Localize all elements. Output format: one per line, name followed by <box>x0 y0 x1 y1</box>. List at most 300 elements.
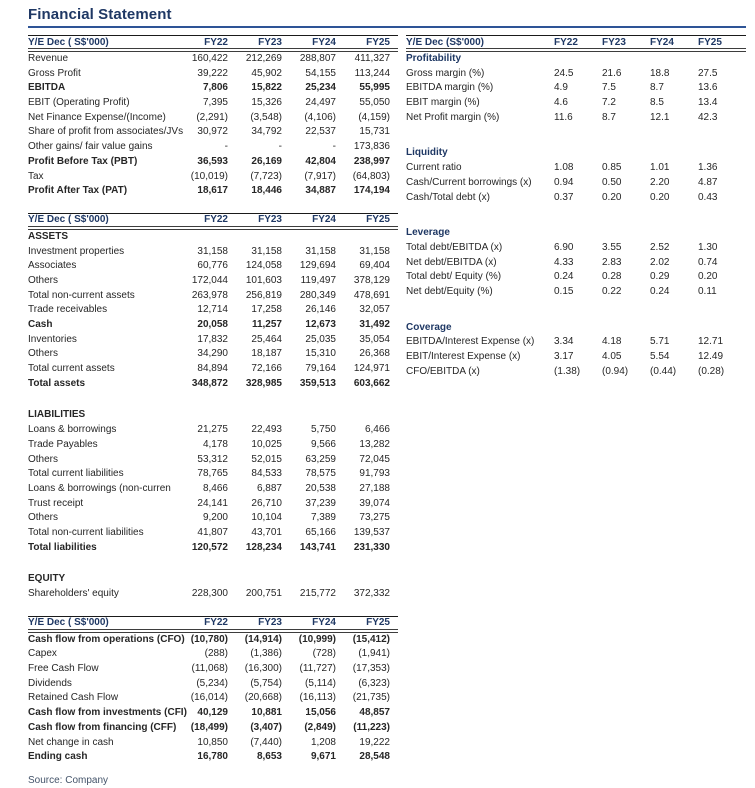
header-label: Y/E Dec (S$'000) <box>406 36 484 48</box>
spacer-row <box>406 205 746 226</box>
row-label: Gross Profit <box>28 67 81 79</box>
row-value: 139,537 <box>353 526 390 538</box>
row-value: 45,902 <box>251 67 282 79</box>
row-label: Others <box>28 453 59 465</box>
cash-flow-table <box>28 616 398 765</box>
row-value: 72,166 <box>251 363 282 375</box>
row-value: 20,058 <box>197 319 228 330</box>
row-value: 16,780 <box>197 751 228 763</box>
row-value: 1.36 <box>698 162 718 174</box>
table-row <box>28 81 398 96</box>
row-value: 54,155 <box>305 67 336 79</box>
table-row <box>28 662 398 677</box>
row-value: 63,259 <box>305 453 336 465</box>
row-value: 280,349 <box>299 289 336 301</box>
row-value: (11,223) <box>353 721 390 733</box>
row-value: 328,985 <box>245 377 282 389</box>
row-label: CFO/EBITDA (x) <box>406 365 480 377</box>
header-fy24: FY24 <box>312 36 336 48</box>
row-label: EBIT margin (%) <box>406 97 480 109</box>
row-value: 40,129 <box>197 707 228 719</box>
row-value: 129,694 <box>299 260 336 272</box>
row-value: 42,804 <box>305 155 336 167</box>
row-value: 5.71 <box>650 336 670 348</box>
row-value: 8,653 <box>256 751 282 763</box>
row-label: Total non-current assets <box>28 289 135 301</box>
row-value: 15,056 <box>305 707 336 719</box>
row-value: (4,106) <box>304 111 336 123</box>
row-value: 91,793 <box>359 468 390 480</box>
row-value: 0.50 <box>602 176 622 188</box>
row-label: Others <box>28 348 59 360</box>
row-value: 79,164 <box>305 363 336 375</box>
table-row <box>28 170 398 185</box>
table-row <box>406 226 746 241</box>
row-value: 39,074 <box>359 497 390 509</box>
table-row <box>28 184 398 199</box>
table-row <box>28 423 398 438</box>
row-value: (7,917) <box>304 170 336 182</box>
row-value: 24.5 <box>554 67 574 79</box>
header-fy23: FY23 <box>258 214 282 226</box>
table-row <box>28 526 398 541</box>
row-value: 78,575 <box>305 468 336 480</box>
row-value: 173,836 <box>353 141 390 153</box>
row-value: 8.7 <box>602 111 616 123</box>
row-value: 4,178 <box>202 438 228 450</box>
row-value: 25,035 <box>305 333 336 345</box>
row-label: EQUITY <box>28 573 66 585</box>
row-value: 120,572 <box>191 541 228 553</box>
row-value: 0.24 <box>554 271 574 283</box>
row-value: 2.83 <box>602 256 622 268</box>
row-label: Investment properties <box>28 245 125 257</box>
row-value: 174,194 <box>353 185 390 197</box>
table-row <box>28 318 398 333</box>
row-value: 1.08 <box>554 162 574 174</box>
row-value: 24,141 <box>197 497 228 509</box>
table-row <box>28 67 398 82</box>
row-value: 7.2 <box>602 97 616 109</box>
row-label: Revenue <box>28 53 69 64</box>
row-label: Total current assets <box>28 363 115 375</box>
row-value: 13.6 <box>698 82 718 94</box>
row-value: 28,548 <box>359 751 390 763</box>
cash-flow-header-row <box>28 616 398 633</box>
header-fy22: FY22 <box>204 214 228 226</box>
table-row <box>28 572 398 587</box>
row-value: 21.6 <box>602 67 622 79</box>
table-row <box>28 587 398 602</box>
spacer-row <box>28 555 398 572</box>
row-value: 6.90 <box>554 241 574 253</box>
row-value: 30,972 <box>197 126 228 138</box>
row-label: Cash <box>28 319 53 330</box>
row-label: Trust receipt <box>28 497 84 509</box>
row-value: 172,044 <box>191 274 228 286</box>
row-value: 478,691 <box>353 289 390 301</box>
table-row <box>28 303 398 318</box>
row-value: 119,497 <box>300 274 336 286</box>
row-value: 27,188 <box>359 482 390 494</box>
row-value: 359,513 <box>299 377 336 389</box>
table-row <box>28 347 398 362</box>
row-label: Trade Payables <box>28 438 98 450</box>
table-row <box>28 511 398 526</box>
row-label: Leverage <box>406 227 450 239</box>
row-label: Cash/Current borrowings (x) <box>406 176 532 188</box>
table-row <box>406 365 746 380</box>
table-row <box>406 52 746 67</box>
row-value: 4.33 <box>554 256 574 268</box>
row-value: (16,300) <box>244 663 282 675</box>
row-label: Net Profit margin (%) <box>406 111 500 123</box>
row-value: 37,239 <box>305 497 336 509</box>
row-label: Other gains/ fair value gains <box>28 141 153 153</box>
row-label: Net debt/Equity (%) <box>406 285 493 297</box>
table-row <box>28 362 398 377</box>
row-value: - <box>332 141 336 153</box>
table-row <box>28 111 398 126</box>
row-value: 372,332 <box>353 588 390 599</box>
table-row <box>28 408 398 423</box>
row-value: 8,466 <box>202 482 228 494</box>
row-label: Liquidity <box>406 147 448 159</box>
table-row <box>406 81 746 96</box>
row-value: 6,887 <box>256 482 282 494</box>
row-value: 603,662 <box>353 377 390 389</box>
cash-flow-body <box>28 633 398 765</box>
row-value: 9,566 <box>310 438 336 450</box>
row-value: (2,291) <box>196 111 228 123</box>
row-value: 160,422 <box>191 53 228 64</box>
row-value: 9,671 <box>310 751 336 763</box>
income-statement-header-row <box>28 35 398 52</box>
row-value: 84,533 <box>251 468 282 480</box>
table-row <box>28 721 398 736</box>
row-value: 27.5 <box>698 67 718 79</box>
header-label: Y/E Dec ( S$'000) <box>28 617 109 629</box>
table-row <box>406 335 746 350</box>
row-value: 41,807 <box>197 526 228 538</box>
source-note: Source: Company <box>28 774 109 786</box>
row-value: 78,765 <box>197 468 228 480</box>
row-value: (288) <box>204 648 228 660</box>
row-value: 113,244 <box>354 67 390 79</box>
row-value: (14,914) <box>244 633 282 645</box>
row-value: 263,978 <box>191 289 228 301</box>
header-fy24: FY24 <box>312 617 336 629</box>
table-row <box>406 161 746 176</box>
header-fy22: FY22 <box>554 36 578 48</box>
row-value: 4.6 <box>554 97 568 109</box>
table-row <box>28 245 398 260</box>
table-row <box>406 321 746 336</box>
row-value: 0.85 <box>602 162 622 174</box>
row-value: (10,019) <box>190 170 228 182</box>
row-label: Total assets <box>28 377 86 389</box>
table-row <box>406 256 746 271</box>
row-value: 32,057 <box>359 304 390 316</box>
row-label: Cash flow from operations (CFO) <box>28 633 185 645</box>
row-value: 34,792 <box>251 126 282 138</box>
row-value: 12.49 <box>698 351 724 362</box>
row-value: 0.15 <box>554 285 574 297</box>
row-value: 7,806 <box>202 82 228 94</box>
row-value: 15,310 <box>305 348 336 360</box>
row-value: (17,353) <box>352 663 390 675</box>
header-fy23: FY23 <box>602 36 626 48</box>
row-value: (2,849) <box>304 721 336 733</box>
row-label: Gross margin (%) <box>406 67 485 79</box>
row-value: (21,735) <box>352 692 390 704</box>
row-value: 0.11 <box>698 285 717 297</box>
row-value: 143,741 <box>299 541 336 553</box>
row-value: (11,727) <box>299 663 336 675</box>
row-value: 238,997 <box>353 155 390 167</box>
row-label: Cash flow from investments (CFI) <box>28 707 187 719</box>
table-row <box>28 259 398 274</box>
row-value: (16,014) <box>190 692 228 704</box>
row-value: 215,772 <box>299 588 336 599</box>
ratios-body <box>406 52 746 379</box>
row-label: Dividends <box>28 677 72 689</box>
row-value: 73,275 <box>359 512 390 524</box>
row-value: 256,819 <box>245 289 282 301</box>
row-label: Cash/Total debt (x) <box>406 191 490 203</box>
table-row <box>406 270 746 285</box>
row-value: 13,282 <box>359 438 390 450</box>
row-value: 25,464 <box>251 333 282 345</box>
row-value: 0.20 <box>650 191 670 203</box>
row-value: 12,673 <box>305 319 336 330</box>
row-value: (4,159) <box>358 111 390 123</box>
row-value: - <box>224 141 228 153</box>
row-value: 17,832 <box>197 333 228 345</box>
header-fy22: FY22 <box>204 36 228 48</box>
table-row <box>406 111 746 126</box>
row-value: 10,104 <box>251 512 282 524</box>
row-value: 22,537 <box>305 126 336 138</box>
row-value: 31,158 <box>251 245 282 257</box>
row-value: 26,169 <box>251 155 282 167</box>
table-row <box>406 67 746 82</box>
row-label: Profit Before Tax (PBT) <box>28 155 138 167</box>
row-value: (1,941) <box>358 648 390 660</box>
row-value: 10,881 <box>251 707 282 719</box>
row-value: 11,257 <box>251 319 282 330</box>
ratios-table <box>406 35 746 379</box>
row-value: (1.38) <box>554 365 581 377</box>
row-value: 1.01 <box>650 162 670 174</box>
row-value: 55,995 <box>359 82 390 94</box>
row-value: 212,269 <box>245 53 282 64</box>
row-value: 2.02 <box>650 256 670 268</box>
row-value: 19,222 <box>359 736 390 748</box>
table-row <box>28 497 398 512</box>
row-value: 39,222 <box>197 67 228 79</box>
row-label: Associates <box>28 260 77 272</box>
row-label: Ending cash <box>28 751 88 763</box>
row-value: (5,234) <box>196 677 228 689</box>
header-fy22: FY22 <box>204 617 228 629</box>
row-label: Cash flow from financing (CFF) <box>28 721 177 733</box>
row-value: 31,492 <box>359 319 390 330</box>
row-value: 42.3 <box>698 111 718 123</box>
row-label: Net change in cash <box>28 736 114 748</box>
table-row <box>406 176 746 191</box>
row-value: 13.4 <box>698 97 718 109</box>
row-label: EBITDA margin (%) <box>406 82 494 94</box>
row-value: (0.94) <box>602 365 629 377</box>
row-value: (20,668) <box>244 692 282 704</box>
row-value: 55,050 <box>359 97 390 109</box>
row-value: - <box>278 141 282 153</box>
row-value: 4.9 <box>554 82 568 94</box>
row-value: 12.71 <box>698 336 724 348</box>
row-label: EBITDA <box>28 82 66 94</box>
row-value: 15,822 <box>251 82 282 94</box>
table-row <box>28 333 398 348</box>
row-value: 72,045 <box>359 453 390 465</box>
row-value: 0.22 <box>602 285 622 297</box>
row-value: (7,723) <box>250 170 282 182</box>
balance-sheet-table <box>28 213 398 602</box>
row-value: 53,312 <box>197 453 228 465</box>
row-label: Total debt/ Equity (%) <box>406 271 502 283</box>
row-label: Net Finance Expense/(Income) <box>28 111 166 123</box>
table-row <box>406 285 746 300</box>
table-row <box>28 691 398 706</box>
row-value: (3,407) <box>250 721 282 733</box>
row-value: 231,330 <box>353 541 390 553</box>
row-value: 52,015 <box>251 453 282 465</box>
row-value: 3.34 <box>554 336 574 348</box>
row-value: 288,807 <box>299 53 336 64</box>
header-label: Y/E Dec ( S$'000) <box>28 36 109 48</box>
row-value: 0.28 <box>602 271 622 283</box>
row-value: 7,395 <box>202 97 228 109</box>
table-row <box>28 633 398 648</box>
row-label: Free Cash Flow <box>28 663 99 675</box>
row-value: 18.8 <box>650 67 670 79</box>
row-value: 10,025 <box>251 438 282 450</box>
row-label: Others <box>28 512 59 524</box>
spacer-row <box>28 391 398 408</box>
row-value: (10,999) <box>298 633 336 645</box>
table-row <box>406 191 746 206</box>
row-label: Total non-current liabilities <box>28 526 144 538</box>
income-statement-body <box>28 52 398 199</box>
header-fy25: FY25 <box>366 617 390 629</box>
header-label: Y/E Dec ( S$'000) <box>28 214 109 226</box>
row-value: (3,548) <box>250 111 282 123</box>
row-value: 43,701 <box>251 526 282 538</box>
table-row <box>28 125 398 140</box>
row-label: Profitability <box>406 53 462 64</box>
row-value: 6,466 <box>364 424 390 436</box>
table-row <box>406 96 746 111</box>
row-value: 1,208 <box>310 736 336 748</box>
ratios-header-row <box>406 35 746 52</box>
row-value: 18,446 <box>251 185 282 197</box>
header-fy23: FY23 <box>258 617 282 629</box>
table-row <box>28 274 398 289</box>
row-value: 128,234 <box>245 541 282 553</box>
row-value: 12.1 <box>650 111 670 123</box>
row-value: 348,872 <box>191 377 228 389</box>
row-value: 35,054 <box>359 333 390 345</box>
table-row <box>28 438 398 453</box>
row-value: 4.18 <box>602 336 622 348</box>
row-value: 0.24 <box>650 285 670 297</box>
table-row <box>28 289 398 304</box>
row-label: Current ratio <box>406 162 462 174</box>
row-label: Inventories <box>28 333 77 345</box>
row-value: (11,068) <box>191 663 228 675</box>
row-value: (16,113) <box>299 692 336 704</box>
table-row <box>28 140 398 155</box>
header-fy25: FY25 <box>366 214 390 226</box>
row-label: Loans & borrowings <box>28 424 117 436</box>
table-row <box>28 750 398 765</box>
row-value: 0.29 <box>650 271 670 283</box>
table-row <box>28 541 398 556</box>
header-fy23: FY23 <box>258 36 282 48</box>
spacer-row <box>406 300 746 321</box>
row-label: Shareholders' equity <box>28 588 119 599</box>
row-label: Share of profit from associates/JVs <box>28 126 184 138</box>
row-value: 3.55 <box>602 241 622 253</box>
row-value: (1,386) <box>250 648 282 660</box>
row-value: 411,327 <box>354 53 390 64</box>
row-value: 0.20 <box>698 271 718 283</box>
row-label: Profit After Tax (PAT) <box>28 185 128 197</box>
row-value: (6,323) <box>358 677 390 689</box>
row-value: 31,158 <box>197 245 228 257</box>
row-value: 25,234 <box>305 82 336 94</box>
row-value: (18,499) <box>190 721 228 733</box>
row-value: 31,158 <box>359 245 390 257</box>
row-value: 0.43 <box>698 191 718 203</box>
row-label: EBIT (Operating Profit) <box>28 97 130 109</box>
row-value: 36,593 <box>197 155 228 167</box>
table-row <box>28 467 398 482</box>
row-label: Loans & borrowings (non-curren <box>28 482 171 494</box>
row-value: 15,326 <box>251 97 282 109</box>
header-fy25: FY25 <box>698 36 722 48</box>
column-gap <box>398 35 406 786</box>
row-label: Retained Cash Flow <box>28 692 119 704</box>
row-value: 17,258 <box>251 304 282 316</box>
row-value: 15,731 <box>359 126 390 138</box>
row-value: 18,187 <box>251 348 282 360</box>
row-value: (0.28) <box>698 365 725 377</box>
table-row <box>28 647 398 662</box>
row-value: 1.30 <box>698 241 718 253</box>
table-row <box>28 677 398 692</box>
row-label: Tax <box>28 170 44 182</box>
row-value: 65,166 <box>305 526 336 538</box>
row-value: 5,750 <box>310 424 336 436</box>
row-value: 18,617 <box>197 185 228 197</box>
row-value: 69,404 <box>359 260 390 272</box>
left-column <box>28 35 398 786</box>
row-value: 24,497 <box>305 97 336 109</box>
table-row <box>28 52 398 67</box>
row-value: 26,710 <box>251 497 282 509</box>
header-fy24: FY24 <box>650 36 674 48</box>
